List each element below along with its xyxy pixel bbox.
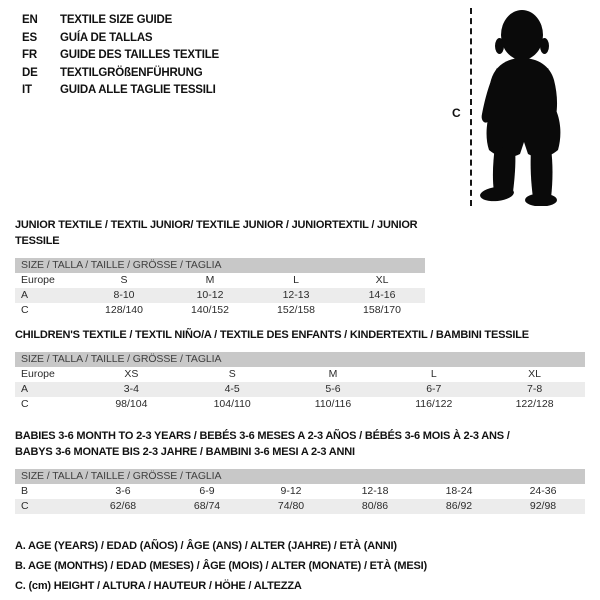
- table-cell: 24-36: [529, 485, 557, 497]
- row-label: C: [21, 398, 29, 410]
- language-guide-title: GUIDE DES TAILLES TEXTILE: [60, 49, 219, 61]
- language-guide-title: TEXTILE SIZE GUIDE: [60, 14, 173, 26]
- language-guide-title: GUÍA DE TALLAS: [60, 31, 153, 44]
- table-row-a: [15, 382, 585, 397]
- language-guide-title: TEXTILGRÖßENFÜHRUNG: [60, 66, 203, 79]
- language-row-fr: [22, 47, 219, 65]
- table-cell: 8-10: [113, 289, 135, 301]
- language-guide-title: GUIDA ALLE TAGLIE TESSILI: [60, 84, 216, 96]
- row-label: B: [21, 485, 29, 497]
- table-title-line: BABYS 3-6 MONATE BIS 2-3 JAHRE / BAMBINI 3-6 MESI A 2-3 ANNI: [15, 446, 355, 458]
- language-row-de: [22, 65, 219, 83]
- table-cell: 158/170: [363, 304, 401, 316]
- table-cell: 86/92: [445, 500, 473, 512]
- table-cell: 116/122: [415, 398, 453, 410]
- table-cell: 80/86: [361, 500, 389, 512]
- footnote-line-c: C. (cm) HEIGHT / ALTURA / HAUTEUR / HÖHE / ALTEZZA: [15, 580, 302, 592]
- row-label: A: [21, 289, 29, 301]
- table-cell: 98/104: [115, 398, 148, 410]
- table-cell: M: [328, 368, 338, 380]
- table-cell: 5-6: [325, 383, 341, 395]
- table-cell: 4-5: [224, 383, 240, 395]
- table-cell: S: [120, 274, 128, 286]
- size-header-bar: SIZE / TALLA / TAILLE / GRÖSSE / TAGLIA: [15, 352, 585, 367]
- table-title: [15, 217, 425, 249]
- table-cell: M: [205, 274, 215, 286]
- table-cell: 3-4: [123, 383, 139, 395]
- size-table-1: [15, 217, 425, 318]
- table-cell: 12-13: [282, 289, 310, 301]
- table-title: [15, 327, 585, 343]
- baby-silhouette-icon: [478, 8, 592, 206]
- height-measure-label: C: [452, 106, 461, 120]
- footnotes: [15, 536, 427, 596]
- language-code: IT: [22, 84, 32, 96]
- row-label: A: [21, 383, 29, 395]
- table-cell: 7-8: [526, 383, 543, 395]
- row-label: Europe: [21, 368, 55, 380]
- table-row-a: [15, 288, 425, 303]
- row-label: Europe: [21, 274, 55, 286]
- row-label: C: [21, 304, 29, 316]
- table-cell: 12-18: [361, 485, 389, 497]
- row-label: C: [21, 500, 29, 512]
- table-cell: 152/158: [277, 304, 315, 316]
- language-row-en: [22, 12, 219, 30]
- table-cell: 3-6: [115, 485, 131, 497]
- table-row-c: [15, 397, 585, 412]
- table-cell: 6-7: [426, 383, 442, 395]
- footnote-line-b: B. AGE (MONTHS) / EDAD (MESES) / ÂGE (MOIS) / ALTER (MONATE) / ETÀ (MESI): [15, 560, 427, 572]
- size-table-3: [15, 428, 585, 514]
- table-cell: 10-12: [196, 289, 224, 301]
- table-title-line: JUNIOR TEXTILE / TEXTIL JUNIOR/ TEXTILE JUNIOR / JUNIORTEXTIL / JUNIOR TESSILE: [15, 219, 418, 247]
- table-cell: 128/140: [105, 304, 143, 316]
- table-title: [15, 428, 585, 460]
- table-row-b: [15, 484, 585, 499]
- language-code: DE: [22, 66, 38, 79]
- table-cell: 104/110: [213, 398, 251, 410]
- table-title-line: CHILDREN'S TEXTILE / TEXTIL NIÑO/A / TEXTILE DES ENFANTS / KINDERTEXTIL / BAMBINI TESSILE: [15, 329, 529, 341]
- table-cell: 9-12: [280, 485, 302, 497]
- table-cell: 6-9: [199, 485, 215, 497]
- table-row-europe: [15, 367, 585, 382]
- table-cell: XL: [375, 274, 389, 286]
- language-code: EN: [22, 14, 38, 26]
- table-cell: 68/74: [193, 500, 221, 512]
- table-title-line: BABIES 3-6 MONTH TO 2-3 YEARS / BEBÉS 3-6 MESES A 2-3 AÑOS / BÉBÉS 3-6 MOIS À 2-3 ANS /: [15, 430, 510, 442]
- table-row-europe: [15, 273, 425, 288]
- language-code: ES: [22, 31, 37, 44]
- table-row-c: [15, 499, 585, 514]
- size-table-2: [15, 327, 585, 412]
- table-cell: 62/68: [109, 500, 137, 512]
- table-cell: S: [228, 368, 236, 380]
- size-header-bar: SIZE / TALLA / TAILLE / GRÖSSE / TAGLIA: [15, 258, 425, 273]
- footnote-line-a: A. AGE (YEARS) / EDAD (AÑOS) / ÂGE (ANS) / ALTER (JAHRE) / ETÀ (ANNI): [15, 540, 397, 552]
- table-cell: 110/116: [314, 398, 352, 410]
- language-code: FR: [22, 49, 37, 61]
- language-row-it: [22, 82, 219, 100]
- table-row-c: [15, 303, 425, 318]
- table-cell: 122/128: [515, 398, 554, 410]
- table-cell: 140/152: [191, 304, 229, 316]
- table-cell: XL: [528, 368, 541, 380]
- table-cell: 14-16: [368, 289, 396, 301]
- size-header-bar: SIZE / TALLA / TAILLE / GRÖSSE / TAGLIA: [15, 469, 585, 484]
- table-cell: L: [293, 274, 299, 286]
- language-title-list: [22, 12, 219, 100]
- table-cell: XS: [124, 368, 139, 380]
- table-cell: L: [430, 368, 437, 380]
- height-measure-dashed-line: [470, 8, 472, 206]
- language-row-es: [22, 30, 219, 48]
- table-cell: 18-24: [445, 485, 473, 497]
- table-cell: 74/80: [277, 500, 305, 512]
- table-cell: 92/98: [529, 500, 557, 512]
